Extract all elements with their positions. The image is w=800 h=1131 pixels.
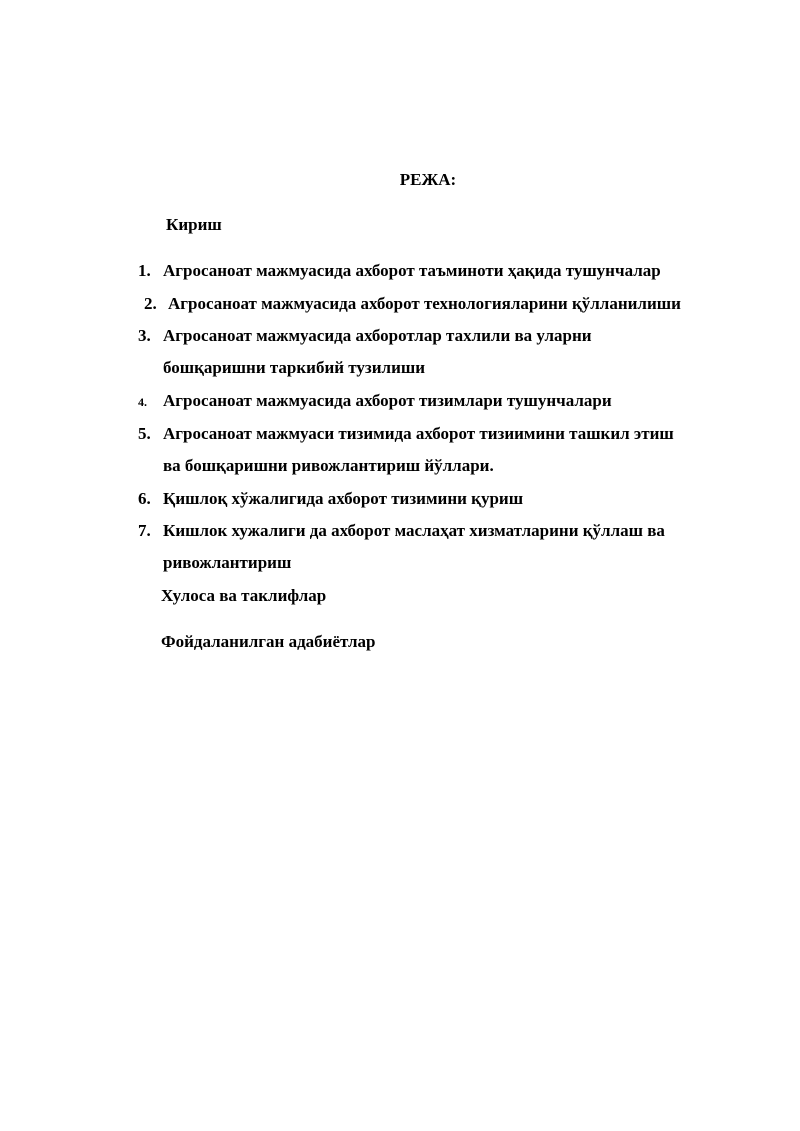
references-heading: Фойдаланилган адабиётлар xyxy=(161,632,376,651)
item-text: Агросаноат мажмуасида ахборот таъминоти ҳақида тушунчалар xyxy=(163,261,661,280)
item-text-continuation: ва бошқаришни ривожлантириш йўллари. xyxy=(163,456,494,475)
item-number: 6. xyxy=(138,489,151,508)
item-number: 5. xyxy=(138,424,151,443)
item-text: Қишлоқ хўжалигида ахборот тизимини қуриш xyxy=(163,489,524,508)
item-number: 4. xyxy=(138,395,147,409)
item-number: 7. xyxy=(138,521,151,540)
item-text: Агросаноат мажмуасида ахборотлар тахлили ва уларни xyxy=(163,326,592,345)
item-number: 2. xyxy=(144,294,157,313)
item-number: 1. xyxy=(138,261,151,280)
item-text: Агросаноат мажмуасида ахборот тизимлари тушунчалари xyxy=(163,391,612,410)
page-title: РЕЖА: xyxy=(399,170,457,189)
item-text: Агросаноат мажмуасида ахборот технологияларини қўлланилиши xyxy=(168,294,681,313)
item-text-continuation: ривожлантириш xyxy=(163,553,292,572)
conclusion-heading: Хулоса ва таклифлар xyxy=(161,586,327,605)
item-number: 3. xyxy=(138,326,151,345)
item-text-continuation: бошқаришни таркибий тузилиши xyxy=(163,358,426,377)
item-text: Кишлок хужалиги да ахборот маслаҳат хизматларини қўллаш ва xyxy=(163,521,665,540)
item-text: Агросаноат мажмуаси тизимида ахборот тизиимини ташкил этиш xyxy=(163,424,674,443)
intro-heading: Кириш xyxy=(166,215,222,234)
